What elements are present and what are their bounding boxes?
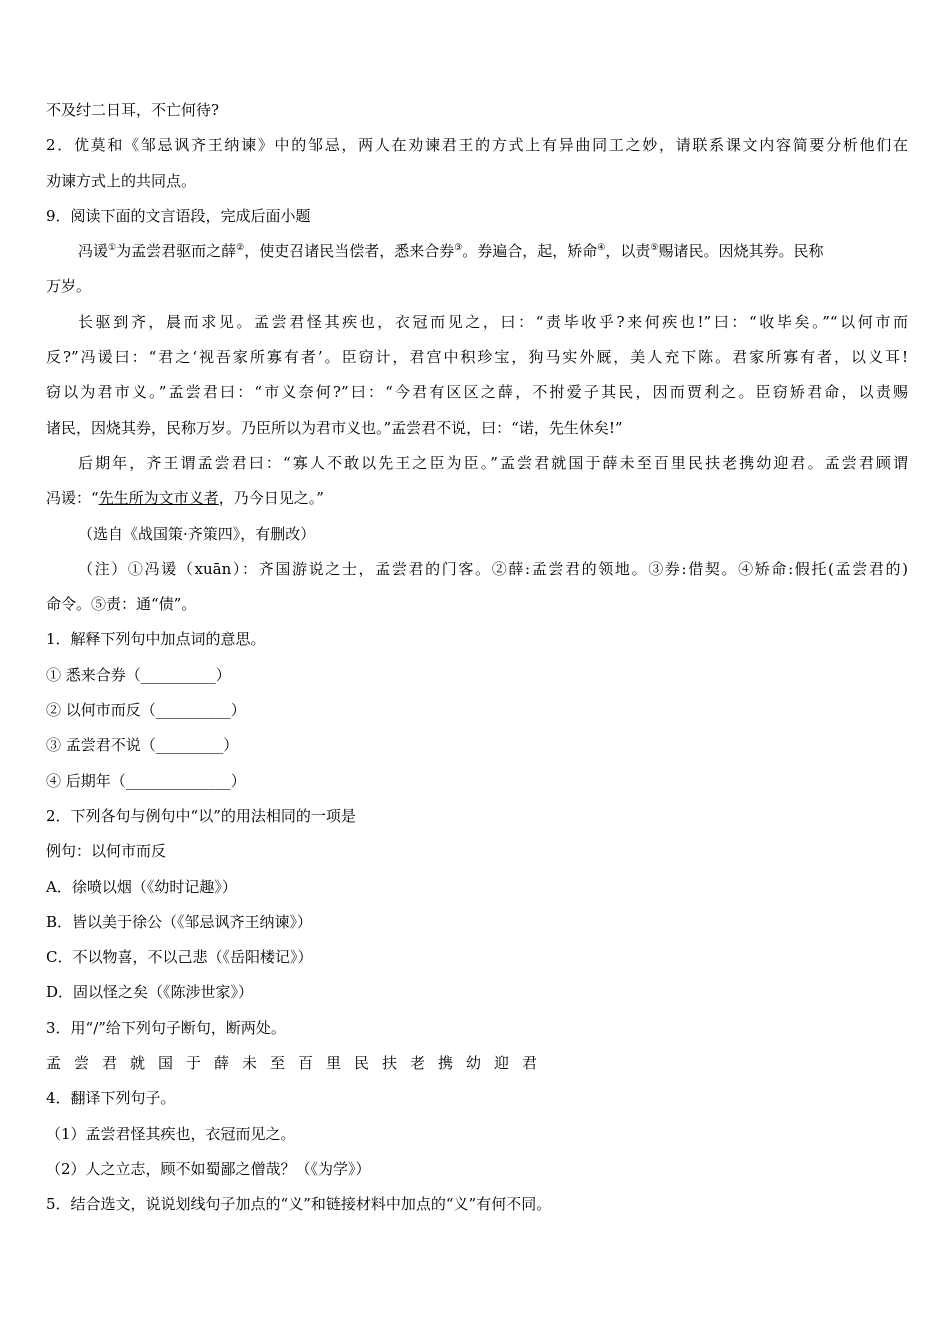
underlined-sentence: 先生所为文市义者	[98, 489, 219, 508]
option-c: C．不以物喜，不以己悲（《岳阳楼记》）	[46, 948, 313, 967]
option-a: A．徐喷以烟（《幼时记趣》）	[46, 877, 237, 896]
passage-paragraph-3: 后期年，齐王谓孟尝君曰：“寡人不敢以先王之臣为臣。”孟尝君就国于薛未至百里民扶老携幼迎君。孟尝君顾谓	[78, 453, 908, 472]
translate-item-1: （1）孟尝君怪其疾也，衣冠而见之。	[46, 1124, 296, 1143]
text: 为孟尝君驱而之薛	[116, 242, 237, 261]
text: ，使吏召诸民当偿者，悉来合券	[244, 242, 455, 261]
text-line: 不及纣二日耳，不亡何待?	[46, 101, 220, 119]
passage-line: 诸民，因烧其券，民称万岁。乃臣所以为君市义也。”孟尝君不说，曰：“诺，先生休矣!”	[46, 418, 623, 437]
text: 。券遍合，起，矫命	[462, 242, 598, 261]
footnote-mark: ①	[108, 243, 117, 254]
option-d: D．固以怪之矣（《陈涉世家》）	[46, 983, 254, 1002]
annotations: （注）①冯谖（xuān）：齐国游说之士，孟尝君的门客。②薛:孟尝君的领地。③券:借契。④矫命:假托(孟尝君的)	[78, 559, 908, 578]
footnote-mark: ③	[454, 243, 463, 254]
subquestion-3: 3．用“/”给下列句子断句，断两处。	[46, 1018, 286, 1037]
text: 冯谖：“	[46, 489, 99, 508]
footnote-mark: ②	[236, 243, 245, 254]
document-page	[46, 93, 908, 1223]
annotations-cont: 命令。⑤责：通“债”。	[46, 595, 197, 614]
subquestion-1-item: ② 以何市而反（__________）	[46, 701, 246, 720]
subquestion-1-item: ③ 孟尝君不说（_________）	[46, 736, 239, 755]
source-citation: （选自《战国策·齐策四》，有删改）	[78, 524, 316, 543]
subquestion-5: 5．结合选文，说说划线句子加点的“义”和链接材料中加点的“义”有何不同。	[46, 1195, 552, 1214]
passage-paragraph-1	[46, 234, 908, 269]
question-2-cont: 劝谏方式上的共同点。	[46, 171, 197, 190]
translate-item-2: （2）人之立志，顾不如蜀鄙之僧哉？（《为学》）	[46, 1159, 371, 1178]
subquestion-1: 1．解释下列句中加点词的意思。	[46, 630, 266, 649]
passage-line: 反?”冯谖曰：“君之‘视吾家所寡有者’。臣窃计，君宫中积珍宝，狗马实外厩，美人充下陈。君家所寡有者，以义耳!	[46, 348, 908, 367]
text: ，乃今日见之。”	[218, 489, 324, 508]
footnote-mark: ⑤	[650, 243, 659, 254]
passage-line	[46, 481, 908, 516]
subquestion-4: 4．翻译下列句子。	[46, 1089, 176, 1108]
example-sentence: 例句：以何市而反	[46, 842, 167, 861]
text: 冯谖	[78, 242, 109, 261]
option-b: B．皆以美于徐公（《邹忌讽齐王纳谏》）	[46, 912, 313, 931]
text: 赐诸民。因烧其券。民称	[658, 242, 824, 261]
footnote-mark: ④	[597, 243, 606, 254]
text: ，以责	[605, 242, 651, 261]
passage-line: 万岁。	[46, 277, 92, 296]
passage-paragraph-2: 长驱到齐，晨而求见。孟尝君怪其疾也，衣冠而见之，曰：“责毕收乎?来何疾也!”曰：“收毕矣。”“以何市而	[78, 312, 908, 331]
subquestion-2: 2．下列各句与例句中“以”的用法相同的一项是	[46, 806, 356, 825]
subquestion-1-item: ④ 后期年（______________）	[46, 771, 246, 790]
subquestion-1-item: ① 悉来合券（__________）	[46, 665, 231, 684]
question-2: 2．优莫和《邹忌讽齐王纳谏》中的邹忌，两人在劝谏君王的方式上有异曲同工之妙，请联系课文内容简要分析他们在	[46, 136, 908, 155]
sentence-to-punctuate: 孟尝君就国于薛未至百里民扶老携幼迎君	[46, 1054, 551, 1073]
question-9: 9．阅读下面的文言语段，完成后面小题	[46, 206, 311, 225]
passage-line: 窃以为君市义。”孟尝君曰：“市义奈何?”曰：“今君有区区之薛，不拊爱子其民，因而贾利之。臣窃矫君命，以责赐	[46, 383, 908, 402]
